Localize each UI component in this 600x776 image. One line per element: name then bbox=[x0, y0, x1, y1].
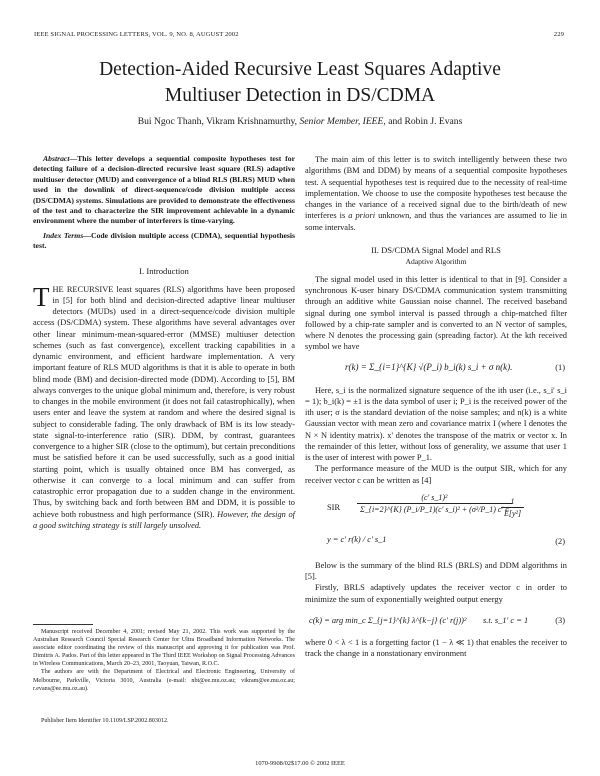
title-line-1: Detection-Aided Recursive Least Squares Adaptive bbox=[99, 59, 501, 80]
abstract-text: —This letter develops a sequential composite hypotheses test for detecting failure of a decision-directed recursive least square (RLS) adaptive multiuser detector (MUD) and convergence of a blind RLS (BLRS) MUD when used in the downlink of direct-sequence/code division multiple access (DS/CDMA) systems. Simulations are provided to demonstrate the effectiveness of the test and to characterize the SIR improvement achievable in a dynamic environment where the number of interferers is time-varying. bbox=[33, 154, 295, 226]
aim-paragraph bbox=[305, 154, 567, 233]
intro-paragraph bbox=[33, 281, 295, 532]
equation-3-number: (3) bbox=[555, 615, 565, 625]
equation-2 bbox=[305, 490, 567, 556]
section-2-heading bbox=[305, 245, 567, 267]
abstract bbox=[33, 154, 295, 227]
where-paragraph: where 0 < λ < 1 is a forgetting factor (1 − λ ≪ 1) that enables the receiver to track the change in a nonstationary environment bbox=[305, 637, 567, 658]
author-membership: Senior Member, IEEE, bbox=[299, 116, 386, 127]
equation-2-right-fraction bbox=[501, 496, 524, 520]
author-list bbox=[20, 116, 580, 127]
publisher-item-id: Publisher Item Identifier 10.1109/LSP.2002.803012. bbox=[41, 718, 169, 724]
page-number: 229 bbox=[553, 31, 564, 38]
journal-header: IEEE SIGNAL PROCESSING LETTERS, VOL. 9, NO. 8, AUGUST 2002 bbox=[34, 31, 239, 38]
index-terms bbox=[33, 231, 295, 252]
equation-2-fraction bbox=[357, 492, 512, 516]
aim-text: The main aim of this letter is to switch intelligently between these two algorithms (BM and DDM) by means of a sequential composite hypotheses test. A sequential hypotheses test is required due to the necessity of real-time implementation. We choose to use the composite hypotheses test because the changes in the variance of a received signal due to the birth/death of new interferes is bbox=[305, 155, 567, 221]
footnote-rule bbox=[33, 624, 93, 625]
author-last: and Robin J. Evans bbox=[388, 116, 463, 127]
section-2-heading-line-1: II. DS/CDMA Signal Model and RLS bbox=[371, 244, 501, 255]
equation-2-y-definition: y = c' r(k) / c' s_1 bbox=[327, 534, 387, 544]
right-column bbox=[305, 154, 567, 659]
equation-2-numerator: (c' s_1)² bbox=[357, 492, 512, 504]
equation-2-right-denominator: E[y²] bbox=[504, 509, 522, 518]
equation-1-number: (1) bbox=[555, 362, 565, 372]
copyright-line: 1070-9908/02$17.00 © 2002 IEEE bbox=[255, 760, 345, 767]
paper-title bbox=[20, 57, 580, 109]
abstract-label: Abstract bbox=[43, 154, 70, 163]
firstly-paragraph: Firstly, BRLS adaptively updates the receiver vector c in order to minimize the sum of exponentially weighted output energy bbox=[305, 583, 567, 604]
aim-italic: a priori bbox=[348, 211, 376, 221]
equation-1-body: r(k) = Σ_{i=1}^{K} √(P_i) b_i(k) s_i + σ n(k). bbox=[345, 361, 513, 372]
index-terms-text: —Code division multiple access (CDMA), sequential hypothesis test. bbox=[33, 230, 295, 251]
footnotes bbox=[33, 624, 295, 693]
section-1-heading: I. Introduction bbox=[139, 265, 189, 276]
model-paragraph: The signal model used in this letter is identical to that in [9]. Consider a synchronous K-user binary DS/CDMA communication system transmitting through an additive white Gaussian noise channel. The received baseband signal during one symbol interval is passed through a chip-matched filter followed by a chip-rate sampler and is converted to an N vector of samples, where N denotes the processing gain (spreading factor). At the kth received symbol we have bbox=[305, 274, 567, 352]
drop-cap: T bbox=[33, 281, 50, 312]
aim-text-end: unknown, and thus the variances are assumed to lie in some intervals. bbox=[305, 211, 567, 232]
equation-2-denominator: Σ_{i=2}^{K} (P_i/P_1)(c' s_i)² + (σ²/P_1) c' c bbox=[360, 505, 509, 514]
equation-1 bbox=[305, 357, 567, 381]
intro-text: HE RECURSIVE least squares (RLS) algorithms have been proposed in [5] for both blind and decision-directed adaptive linear multiuser detectors (MUDs) used in a direct-sequence/code division multiple access (DS/CDMA) system. These algorithms have several advantages over other linear minimum-mean-squared-error (MMSE) multiuser detection schemes (such as fast convergence), excellent tracking capabilities in a dynamic environment, and efficient hardware implementation. A very important feature of RLS MUD algorithms is that it is able to operate in both blind mode (BM) and decision-directed mode (DDM). According to [5], BM always converges to the unique global minimum and, therefore, is very robust to changes in the mobile environment (it does not fail catastrophically), when users enter and leave the system at random and where the desired signal is subject to considerable fading. The only drawback of BM is its low steady-state signal-to-interference ratio (SIR). DDM, by contrast, guarantees convergence to a higher SIR (close to the optimum), but certain preconditions must be satisfied before it can be used successfully, such as a good initial starting point, which is usually obtained once BM has converged, as otherwise it can converge to a local minimum and can suffer from catastrophic error propagation due to a sudden change in the environment. Thus, by switching back and forth between BM and DDM, it is possible to achieve both robustness and high performance (SIR). bbox=[33, 284, 295, 519]
footnote-affiliation: The authors are with the Department of Electrical and Electronic Engineering, University of Melbourne, Parkville, Victoria 3010, Australia (e-mail: nbt@ee.mu.oz.au; vikram@ee.mu.oz.au; r.evans@ee.mu.oz.au). bbox=[33, 669, 295, 692]
equation-2-lhs: SIR bbox=[327, 502, 341, 512]
author-names: Bui Ngoc Thanh, Vikram Krishnamurthy, bbox=[137, 116, 298, 127]
intro-italic: However, the design of a good switching strategy is still largely unsolved. bbox=[33, 509, 295, 530]
index-terms-label: Index Terms bbox=[43, 230, 84, 240]
equation-3-body: c(k) = arg min_c Σ_{j=1}^{k} λ^{k−j} (c' r(j))² bbox=[309, 615, 467, 625]
equation-2-right-numerator: 1 bbox=[501, 496, 524, 508]
footnote-manuscript: Manuscript received December 4, 2001; revised May 21, 2002. This work was supported by the Australian Research Council Special Research Center for Ultra Broadband Information Networks. The associate editor coordinating the review of this manuscript and approving it for publication was Prof. Dimitris A. Pados. Part of this letter appeared in The Third IEEE Workshop on Signal Processing Advances in Wireless Communications, March 20–23, 2001, Taoyuan, Taiwan, R.O.C. bbox=[33, 629, 295, 668]
title-line-2: Multiuser Detection in DS/CDMA bbox=[164, 85, 436, 106]
here-paragraph: Here, s_i is the normalized signature sequence of the ith user (i.e., s_i' s_i = 1); b_i(k) = ±1 is the data symbol of user i; P_i is the received power of the ith user; σ is the standard deviation of the noise samples; and n(k) is a white Gaussian vector with mean zero and covariance matrix I (where I denotes the N × N identity matrix). x' denotes the transpose of the matrix or vector x. In the remainder of this letter, without loss of generality, we assume that user 1 is the user of interest with power P_1. bbox=[305, 385, 567, 462]
left-column bbox=[33, 154, 295, 531]
equation-3 bbox=[305, 609, 567, 633]
equation-3-constraint: s.t. s_1' c = 1 bbox=[483, 615, 529, 625]
section-2-heading-line-2: Adaptive Algorithm bbox=[405, 256, 467, 266]
below-paragraph: Below is the summary of the blind RLS (BRLS) and DDM algorithms in [5]. bbox=[305, 560, 567, 581]
equation-2-number: (2) bbox=[555, 536, 565, 546]
performance-paragraph: The performance measure of the MUD is the output SIR, which for any receiver vector c can be written as [4] bbox=[305, 464, 567, 485]
